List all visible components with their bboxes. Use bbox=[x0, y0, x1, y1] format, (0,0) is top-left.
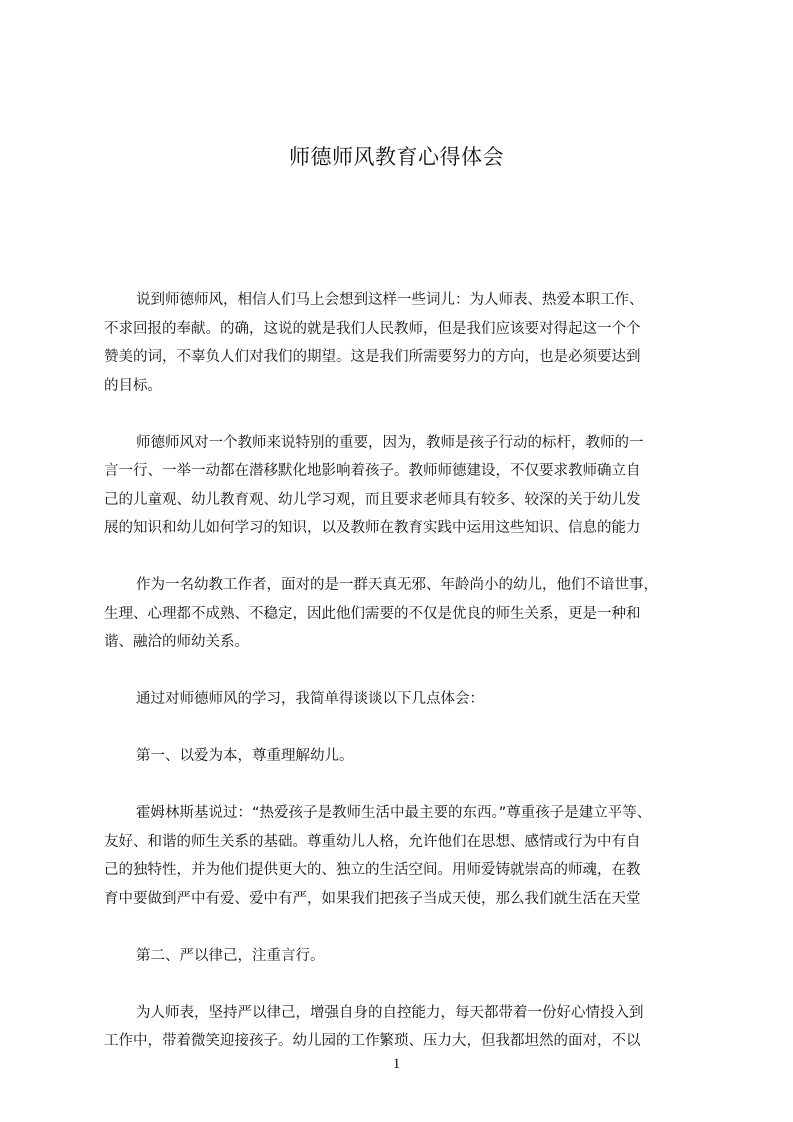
text-line: 育中要做到严中有爱、爱中有严，如果我们把孩子当成天使，那么我们就生活在天堂 bbox=[104, 890, 641, 907]
text-line: 作为一名幼教工作者，面对的是一群天真无邪、年龄尚小的幼儿，他们不谙世事， bbox=[136, 577, 658, 593]
paragraph-gap bbox=[104, 657, 700, 686]
paragraph-gap bbox=[104, 400, 700, 429]
text-line: 通过对师德师风的学习，我简单得谈谈以下几点体会： bbox=[136, 691, 484, 707]
section-heading: 第一、以爱为本，尊重理解幼儿。 bbox=[136, 748, 354, 764]
text-line: 师德师风对一个教师来说特别的重要，因为，教师是孩子行动的标杆，教师的一 bbox=[136, 434, 644, 451]
text-line: 生理、心理都不成熟、不稳定，因此他们需要的不仅是优良的师生关系，更是一种和 bbox=[104, 605, 641, 622]
text-line: 的目标。 bbox=[104, 377, 162, 394]
text-line: 展的知识和幼儿如何学习的知识，以及教师在教育实践中运用这些知识、信息的能力 bbox=[104, 520, 641, 536]
section-heading: 第二、严以律己，注重言行。 bbox=[136, 947, 325, 964]
paragraph-gap bbox=[104, 771, 700, 800]
text-line: 不求回报的奉献。的确，这说的就是我们人民教师，但是我们应该要对得起这一个个 bbox=[104, 320, 641, 337]
paragraph-gap bbox=[104, 970, 700, 999]
text-line: 己的独特性，并为他们提供更大的、独立的生活空间。用师爱铸就崇高的师魂，在教 bbox=[104, 862, 641, 878]
document-body bbox=[104, 286, 700, 1056]
text-line: 霍姆林斯基说过：“热爱孩子是教师生活中最主要的东西。”尊重孩子是建立平等、 bbox=[136, 805, 652, 821]
text-line: 为人师表，坚持严以律己，增强自身的自控能力，每天都带着一份好心情投入到 bbox=[136, 1004, 644, 1021]
text-line: 赞美的词，不辜负人们对我们的期望。这是我们所需要努力的方向，也是必须要达到 bbox=[104, 349, 641, 365]
text-line: 言一行、一举一动都在潜移默化地影响着孩子。教师师德建设，不仅要求教师确立自 bbox=[104, 463, 641, 479]
text-line: 说到师德师风，相信人们马上会想到这样一些词儿：为人师表、热爱本职工作、 bbox=[136, 292, 644, 308]
text-line: 工作中，带着微笑迎接孩子。幼儿园的工作繁琐、压力大，但我都坦然的面对，不以 bbox=[104, 1033, 641, 1049]
text-line: 己的儿童观、幼儿教育观、幼儿学习观，而且要求老师具有较多、较深的关于幼儿发 bbox=[104, 491, 641, 508]
paragraph-gap bbox=[104, 714, 700, 743]
paragraph-gap bbox=[104, 543, 700, 572]
text-line: 友好、和谐的师生关系的基础。尊重幼儿人格，允许他们在思想、感情或行为中有自 bbox=[104, 833, 641, 850]
page-number: 1 bbox=[392, 1056, 401, 1072]
paragraph-gap bbox=[104, 913, 700, 942]
text-line: 谐、融洽的师幼关系。 bbox=[104, 634, 249, 650]
document-title: 师德师风教育心得体会 bbox=[289, 145, 504, 169]
